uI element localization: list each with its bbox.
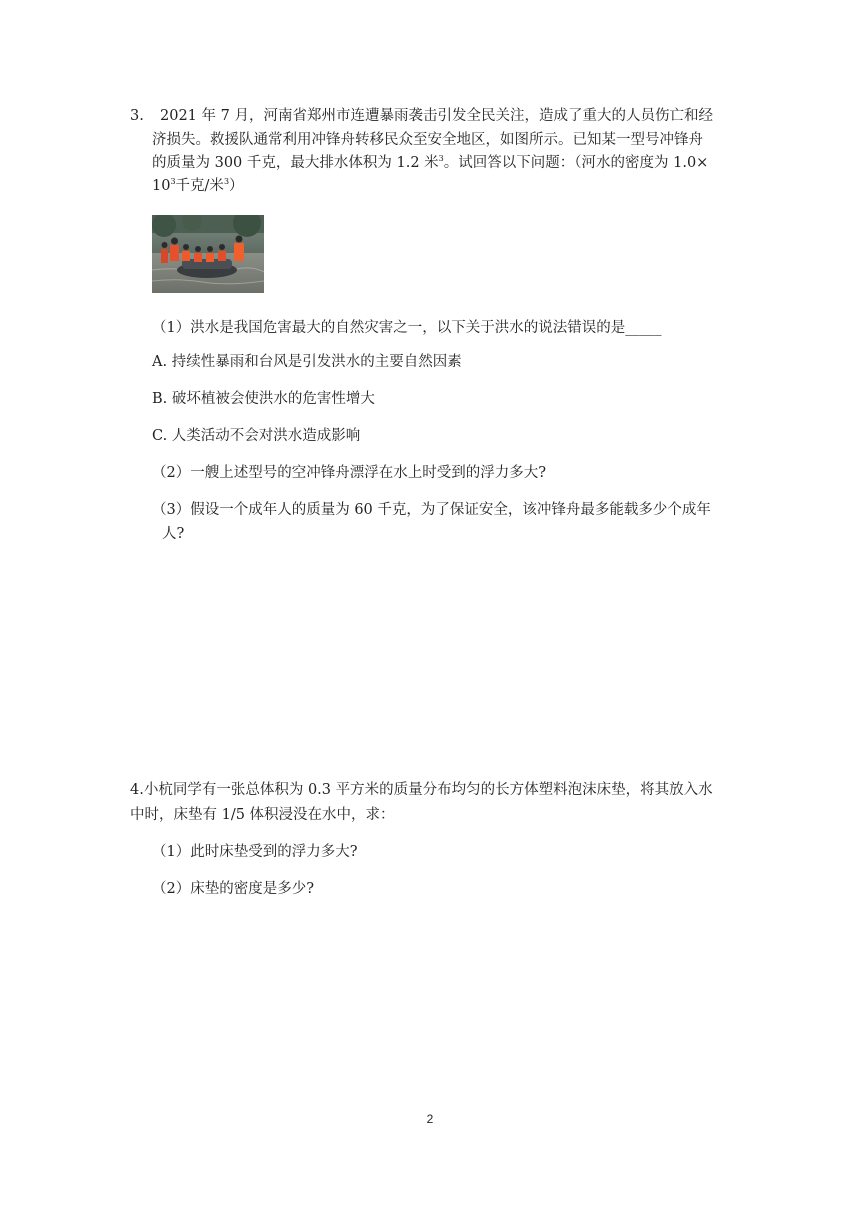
q3-line3-text-b: 。试回答以下问题：（河水的密度为 1.0× bbox=[443, 155, 709, 171]
rescue-boat-flood-photo bbox=[152, 215, 264, 293]
q3-stem-line-3 bbox=[152, 153, 708, 173]
q3-line4-superscript-2: 3 bbox=[223, 177, 230, 186]
q3-option-a: A. 持续性暴雨和台风是引发洪水的主要自然因素 bbox=[152, 354, 462, 370]
q4-sub-question-1: （1）此时床垫受到的浮力多大? bbox=[152, 844, 358, 860]
q4-sub-question-2: （2）床垫的密度是多少? bbox=[152, 881, 314, 897]
q3-stem-line-4 bbox=[152, 176, 244, 196]
q3-line4-text-c: ） bbox=[229, 178, 244, 194]
q3-line4-text-b: 千克/米 bbox=[175, 178, 224, 194]
q3-sub-question-3-line-2: 人? bbox=[162, 526, 185, 542]
q4-stem-line-2: 中时，床垫有 1/5 体积浸没在水中，求： bbox=[130, 807, 395, 823]
q3-sub-question-1: （1）洪水是我国危害最大的自然灾害之一，以下关于洪水的说法错误的是_____ bbox=[152, 320, 662, 336]
q3-line3-text-a: 的质量为 300 千克，最大排水体积为 1.2 米 bbox=[152, 155, 439, 171]
q3-option-b: B. 破坏植被会使洪水的危害性增大 bbox=[152, 391, 375, 407]
q3-line4-text-a: 10 bbox=[152, 178, 171, 194]
q3-sub-question-3-line-1: （3）假设一个成年人的质量为 60 千克，为了保证安全，该冲锋舟最多能载多少个成年 bbox=[152, 502, 711, 518]
q3-number: 3. bbox=[130, 108, 144, 124]
q3-line3-superscript: 3 bbox=[438, 154, 444, 163]
q3-stem-line-2: 济损失。救援队通常利用冲锋舟转移民众至安全地区，如图所示。已知某一型号冲锋舟 bbox=[152, 132, 703, 148]
page-number: 2 bbox=[426, 1112, 434, 1126]
q3-line4-superscript-1: 3 bbox=[170, 177, 176, 186]
rescue-photo-icon bbox=[152, 215, 264, 293]
q3-stem-line-1: 2021 年 7 月，河南省郑州市连遭暴雨袭击引发全民关注，造成了重大的人员伤亡和经 bbox=[160, 108, 713, 124]
q3-option-c: C. 人类活动不会对洪水造成影响 bbox=[152, 428, 361, 444]
q4-stem-line-1: 4.小杭同学有一张总体积为 0.3 平方米的质量分布均匀的长方体塑料泡沫床垫，将其放入水 bbox=[130, 782, 713, 798]
q3-sub-question-2: （2）一艘上述型号的空冲锋舟漂浮在水上时受到的浮力多大? bbox=[152, 465, 546, 481]
